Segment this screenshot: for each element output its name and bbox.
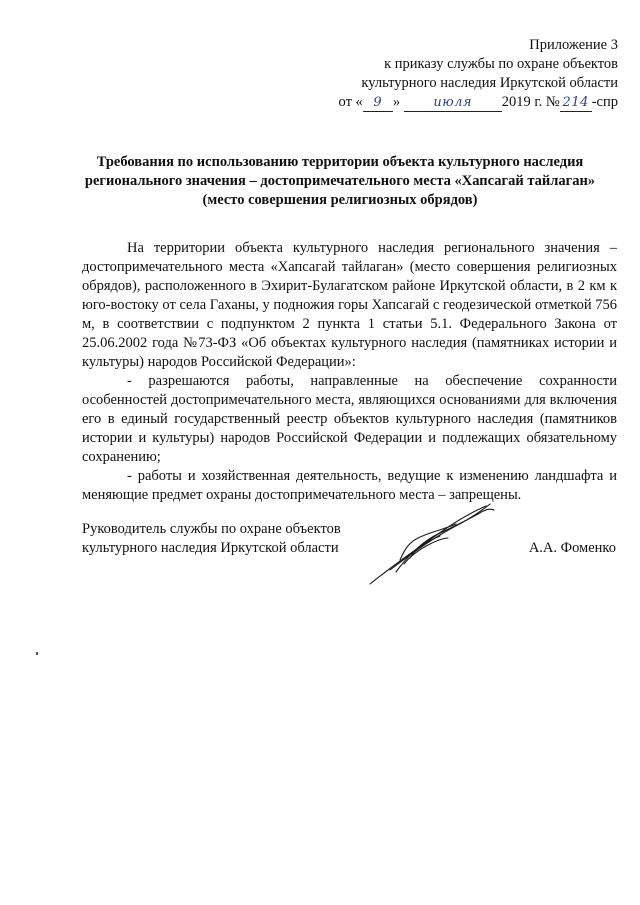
position-line-2: культурного наследия Иркутской области	[82, 540, 339, 556]
scan-speck	[36, 652, 38, 655]
document-body	[82, 239, 617, 505]
annex-header	[339, 36, 618, 112]
paragraph-allowed: - разрешаются работы, направленные на обеспечение сохранности особенностей достопримечательного места, являющихся основаниями для включения его в единый государственный реестр объектов культурного наследия (памятников истории и культуры) народов Российской Федерации и подлежащих обязательному сохранению;	[82, 373, 617, 465]
signatory-name: А.А. Фоменко	[528, 540, 616, 556]
paragraph-prohibited: - работы и хозяйственная деятельность, ведущие к изменению ландшафта и меняющие предмет охраны достопримечательного места – запрещены.	[82, 468, 617, 503]
document-title	[70, 153, 610, 210]
date-prefix: от «	[338, 94, 363, 110]
title-line-2: регионального значения – достопримечательного места «Хапсагай тайлаган»	[84, 173, 596, 189]
date-day-handwritten: 9	[363, 95, 393, 112]
signatory-position	[82, 520, 341, 558]
title-line-1: Требования по использованию территории объекта культурного наследия	[96, 154, 584, 170]
date-mid: »	[392, 94, 401, 110]
date-year: 2019 г. №	[501, 94, 560, 110]
handwritten-signature	[360, 498, 500, 590]
date-month-handwritten: июля	[404, 95, 502, 112]
position-line-1: Руководитель службы по охране объектов	[82, 521, 341, 537]
annex-agency-line: культурного наследия Иркутской области	[361, 75, 618, 91]
paragraph-intro: На территории объекта культурного наследия регионального значения – достопримечательного места «Хапсагай тайлаган» (место совершения религиозных обрядов), расположенного в Эхирит-Булагатском районе Иркутской области, в 2 км к юго-востоку от села Гаханы, у подножия горы Хапсагай с геодезической отметкой 756 м, в соответствии с подпунктом 2 пункта 1 статьи 5.1. Федерального Закона от 25.06.2002 года №73-ФЗ «Об объектах культурного наследия (памятниках истории и культуры) народов Российской Федерации»:	[82, 240, 617, 370]
annex-date-line	[339, 93, 618, 112]
order-suffix: -спр	[591, 94, 618, 110]
annex-order-line: к приказу службы по охране объектов	[384, 56, 618, 72]
order-number-handwritten: 214	[560, 95, 592, 112]
title-line-3: (место совершения религиозных обрядов)	[202, 192, 478, 208]
annex-title: Приложение 3	[529, 37, 618, 53]
